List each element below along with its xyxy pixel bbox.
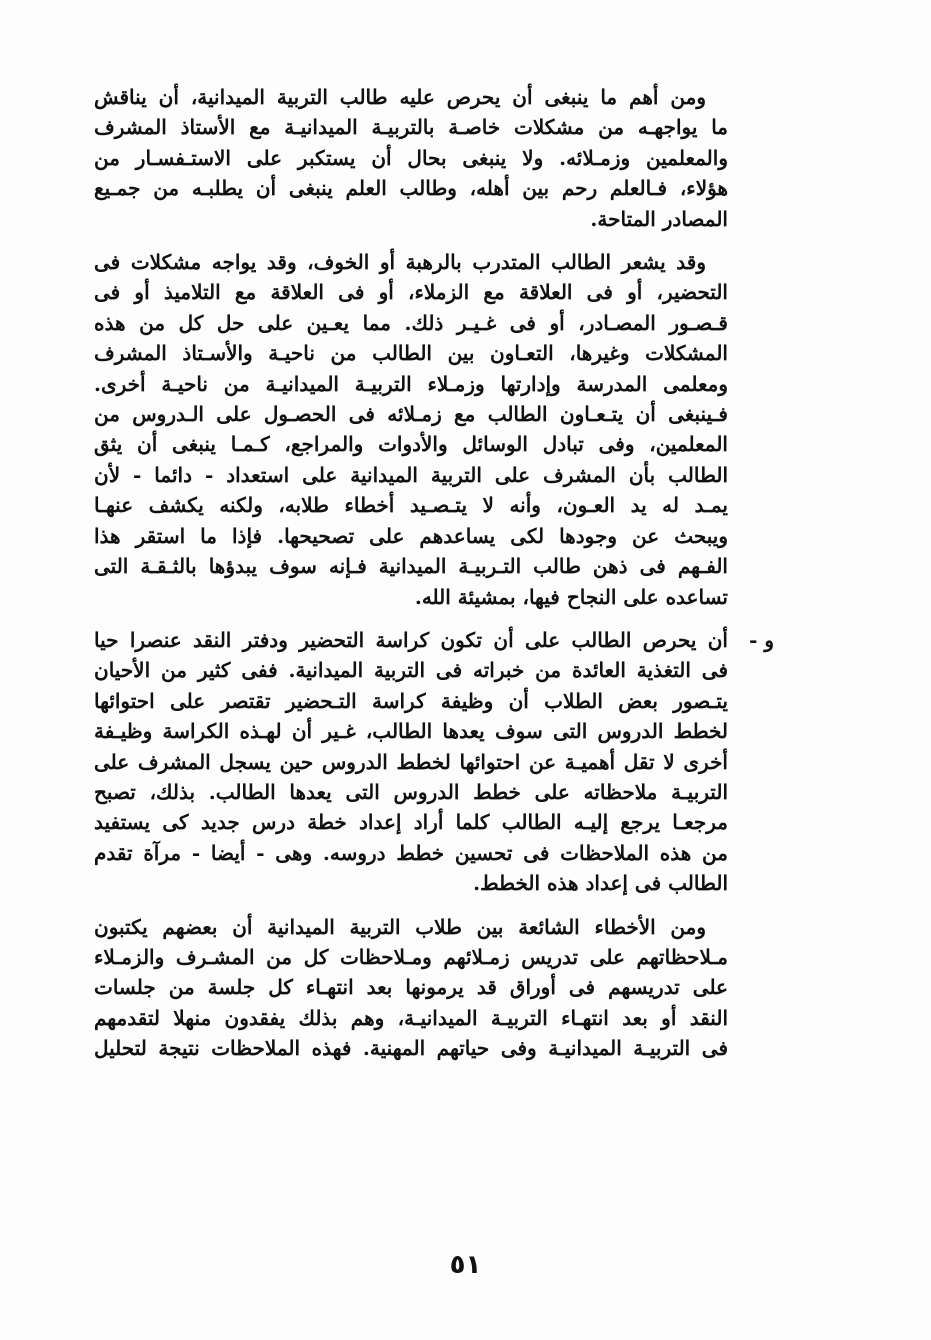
text-line: التحضير، أو فى العلاقة مع الزملاء، أو فى العلاقة مع التلاميذ أو فى (94, 280, 728, 305)
text-line: لخطط الدروس التى سوف يعدها الطالب، غـير أن لهـذه الكراسة وظيـفة (94, 719, 728, 744)
page-number: ٥١ (449, 1250, 482, 1280)
text-line: ومن الأخطاء الشائعة بين طلاب التربية الميدانية أن بعضهم يكتبون (94, 914, 706, 939)
text-line: ما يواجهـه من مشكلات خاصـة بالتربيـة الميدانيـة مع الأستاذ المشرف (94, 115, 728, 140)
text-line: الفـهم فى ذهن طالب التـربيـة الميدانية فـإنه سوف يبدؤها بالثـقـة التى (94, 554, 728, 579)
text-line: ومن أهم ما ينبغى أن يحرص عليه طالب التربية الميدانية، أن يناقش (94, 85, 706, 109)
text-line: يمـد له يد العـون، وأنه لا يتـصـيد أخطاء طلابه، ولكنه يكشف عنهـا (94, 493, 728, 518)
text-line: أخرى لا تقل أهميـة عن احتوائها لخطط الدروس حين يسجل المشرف على (94, 749, 728, 774)
text-line: هؤلاء، فـالعلم رحم بين أهله، وطالب العلم ينبغى أن يطلبـه من جمـيع (94, 176, 728, 201)
text-line: الطالب فى إعداد هذه الخطط. (473, 871, 728, 896)
text-line: من هذه الملاحظات فى تحسين خطط دروسه. وهى - أيضا - مرآة تقدم (94, 840, 728, 865)
text-line: على تدريسهم فى أوراق قد يرمونها بعد انتهـاء كل جلسة من جلسات (94, 975, 728, 1000)
text-line: والمعلمين وزمـلائه. ولا ينبغى بحال أن يستكبر على الاستـفسـار من (94, 145, 728, 170)
text-line: النقد أو بعد انتهـاء التربيـة الميدانيـة، وهم بذلك يفقدون منهلا لتقدمهم (94, 1005, 728, 1030)
list-item-marker: و - (749, 627, 774, 652)
text-line: مـلاحظاتهم على تدريس زمـلائهم ومـلاحظات كل من المشـرف والزمـلاء (94, 944, 728, 969)
paragraph-4 (94, 912, 728, 1064)
text-line: المصادر المتاحة. (590, 206, 728, 231)
text-line: فـينبغى أن يتـعـاون الطالب مع زمـلائه فى الحصـول على الـدروس من (94, 402, 728, 427)
text-line: فى التغذية العائدة من خبراته فى التربية الميدانية. ففى كثير من الأحيان (94, 658, 728, 683)
text-line: قـصـور المصـادر، أو فى غـيـر ذلك. مما يعـين على حل كل من هذه (94, 310, 728, 335)
text-line: وقد يشعر الطالب المتدرب بالرهبة أو الخوف، وقد يواجه مشكلات فى (94, 250, 706, 275)
paragraph-1 (94, 82, 728, 234)
text-line: مرجعـا يرجع إليـه الطالب كلما أراد إعداد خطة درس جديد كى يستفيد (94, 810, 728, 835)
page-body (94, 82, 774, 1077)
text-line: ويبحث عن وجودها لكى يساعدهم على تصحيحها. فإذا ما استقر هذا (94, 523, 728, 548)
text-line: المعلمين، وفى تبادل الوسائل والأدوات والمراجع، كـمـا ينبغى أن يثق (94, 432, 728, 457)
text-line: أن يحرص الطالب على أن تكون كراسة التحضير ودفتر النقد عنصرا حيا (94, 627, 728, 652)
text-line: فى التربيـة الميدانيـة وفى حياتهم المهنية. فهذه الملاحظات نتيجة لتحليل (94, 1036, 728, 1061)
text-line: التربيـة ملاحظاته على خطط الدروس التى يعدها الطالب. بذلك، تصبح (94, 779, 728, 804)
list-item-waw (94, 625, 774, 899)
text-line: المشكلات وغيرها، التعـاون بين الطالب من ناحيـة والأسـتاذ المشرف (94, 341, 728, 366)
text-line: ومعلمى المدرسة وإدارتها وزمـلاء التربيـة الميدانيـة من ناحيـة أخرى. (94, 371, 728, 396)
text-line: تساعده على النجاح فيها، بمشيئة الله. (414, 584, 728, 609)
paragraph-2 (94, 247, 728, 612)
text-line: الطالب بأن المشرف على التربية الميدانية على استعداد - دائما - لأن (94, 462, 728, 487)
text-line: يتـصور بعض الطلاب أن وظيفة كراسة التـحضير تقتصر على احتوائها (94, 688, 728, 713)
